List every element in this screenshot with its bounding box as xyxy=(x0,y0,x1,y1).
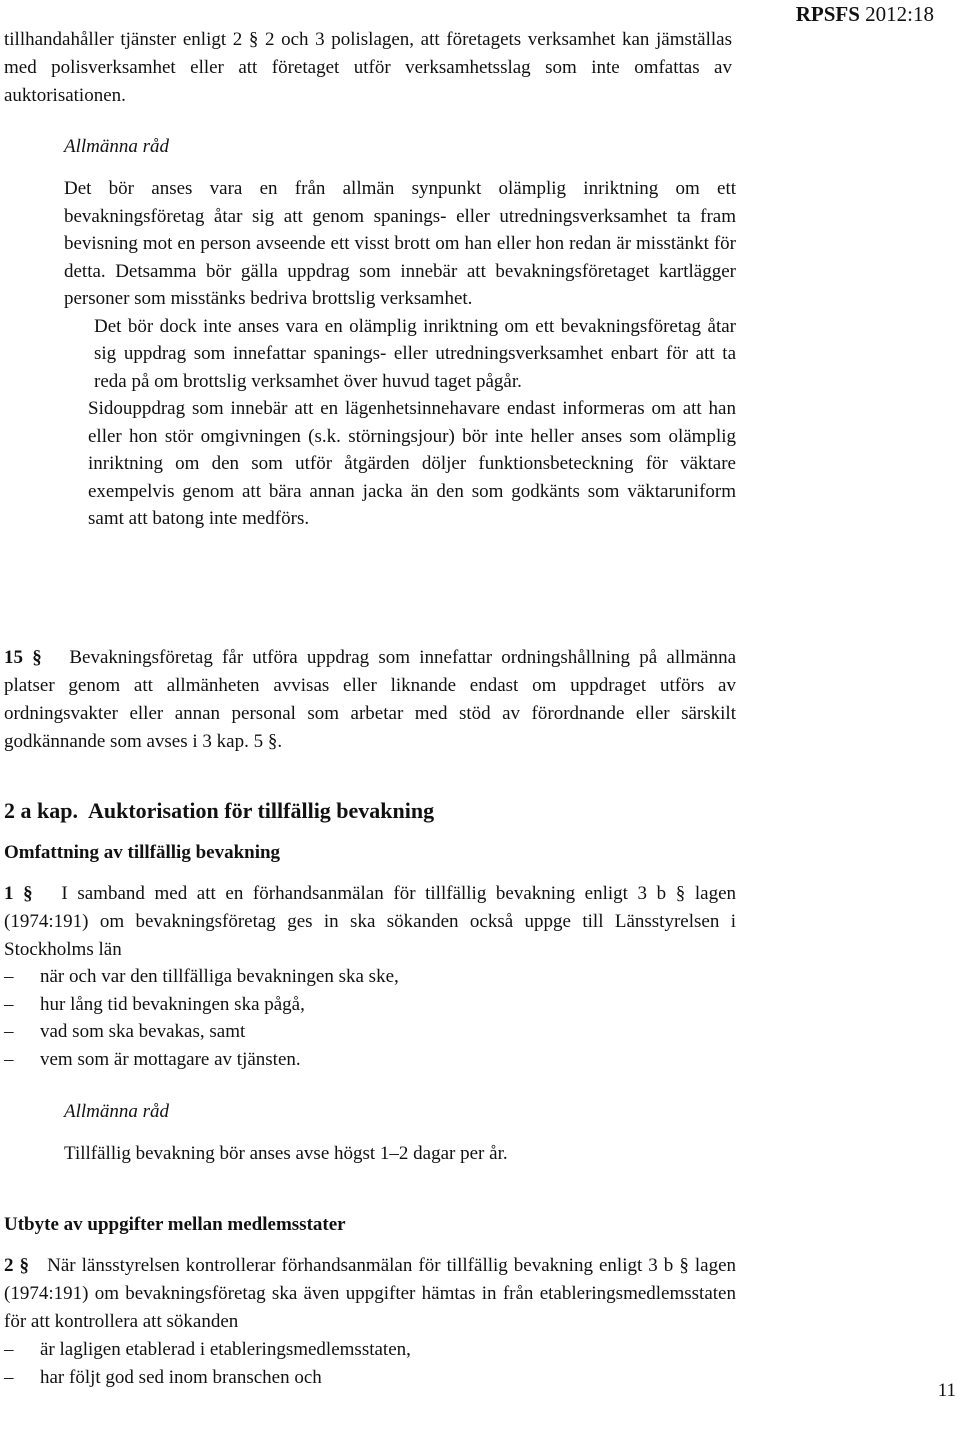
list-item: – vad som ska bevakas, samt xyxy=(4,1018,736,1046)
dash-icon: – xyxy=(4,1339,14,1360)
dash-icon: – xyxy=(4,993,14,1015)
section-text: I samband med att en förhandsanmälan för tillfällig bevakning enligt 3 b § lagen (1974:191) om bevakningsföretag ges in ska sökanden också uppge till Länsstyrelsen i Stockholms län xyxy=(4,883,737,960)
advice-label: Allmänna råd xyxy=(64,1101,170,1122)
advice-paragraph-2: Det bör dock inte anses vara en olämplig inriktning om ett bevakningsföretag åtar sig uppdrag som innefattar spanings- eller utredningsverksamhet enbart för att ta reda på om brottslig verksamhet över huvud taget pågår. xyxy=(94,315,736,392)
page-number: 11 xyxy=(937,1380,956,1401)
chapter-title: Auktorisation för tillfällig bevakning xyxy=(87,798,435,823)
list-item: – hur lång tid bevakningen ska pågå, xyxy=(4,991,736,1019)
section-number: 2 § xyxy=(4,1255,30,1276)
subheading-exchange: Utbyte av uppgifter mellan medlemsstater xyxy=(4,1214,346,1235)
list-item: – vem som är mottagare av tjänsten. xyxy=(4,1046,736,1074)
list-item: – när och var den tillfälliga bevakningen ska ske, xyxy=(4,963,736,991)
section-1 xyxy=(4,880,736,964)
dash-list-1 xyxy=(4,963,736,1073)
dash-icon: – xyxy=(4,1366,14,1388)
section-text: Bevakningsföretag får utföra uppdrag som innefattar ordningshållning på allmänna platser genom att allmänheten avvisas eller liknande endast om uppdraget utförs av ordningsvakter eller annan personal som arbetar med stöd av förordnande eller särskilt godkännande som avses i 3 kap. 5 §. xyxy=(4,647,737,752)
chapter-heading xyxy=(4,798,434,824)
advice-text: Tillfällig bevakning bör anses avse högst 1–2 dagar per år. xyxy=(64,1143,508,1164)
dash-list-2 xyxy=(4,1336,736,1391)
subheading-scope: Omfattning av tillfällig bevakning xyxy=(4,842,281,863)
series-number: 2012:18 xyxy=(865,2,934,26)
chapter-number: 2 a kap. xyxy=(4,798,78,823)
dash-icon: – xyxy=(4,1048,14,1070)
advice-paragraph-3: Sidouppdrag som innebär att en lägenhetsinnehavare endast informeras om att han eller hon stör omgivningen (s.k. störningsjour) bör inte heller anses som olämplig inriktning om den som utför åtgärden döljer funktionsbeteckning för väktare exempelvis genom att bära annan jacka än den som godkänts som väktaruniform samt att batong inte medförs. xyxy=(88,398,736,529)
section-text: När länsstyrelsen kontrollerar förhandsanmälan för tillfällig bevakning enligt 3 b § lagen (1974:191) om bevakningsföretag ska även uppgifter hämtas in från etableringsmedlemsstaten för att kontrollera att sökanden xyxy=(4,1255,737,1332)
document-id xyxy=(796,2,934,27)
top-paragraph: tillhandahåller tjänster enligt 2 § 2 och 3 polislagen, att företagets verksamhet kan jämställas med polisverksamhet eller att företaget utför verksamhetsslag som inte omfattas av auktorisationen. xyxy=(4,29,732,106)
list-item: – är lagligen etablerad i etableringsmedlemsstaten, xyxy=(4,1336,736,1364)
section-number: 15 § xyxy=(4,647,42,668)
list-item: – har följt god sed inom branschen och xyxy=(4,1364,736,1392)
section-number: 1 § xyxy=(4,883,33,904)
dash-icon: – xyxy=(4,1021,14,1042)
section-15 xyxy=(4,644,736,756)
series-name: RPSFS xyxy=(795,2,860,26)
advice-label: Allmänna råd xyxy=(64,136,170,157)
dash-icon: – xyxy=(4,966,14,987)
advice-block xyxy=(64,175,736,533)
section-2 xyxy=(4,1252,736,1336)
advice-paragraph-1: Det bör anses vara en från allmän synpunkt olämplig inriktning om ett bevakningsföretag åtar sig att genom spanings- eller utredningsverksamhet ta fram bevisning mot en person avseende ett visst brott om han eller hon redan är misstänkt för detta. Detsamma bör gälla uppdrag som innebär att bevakningsföretaget kartlägger personer som misstänks bedriva brottslig verksamhet. xyxy=(64,178,736,309)
